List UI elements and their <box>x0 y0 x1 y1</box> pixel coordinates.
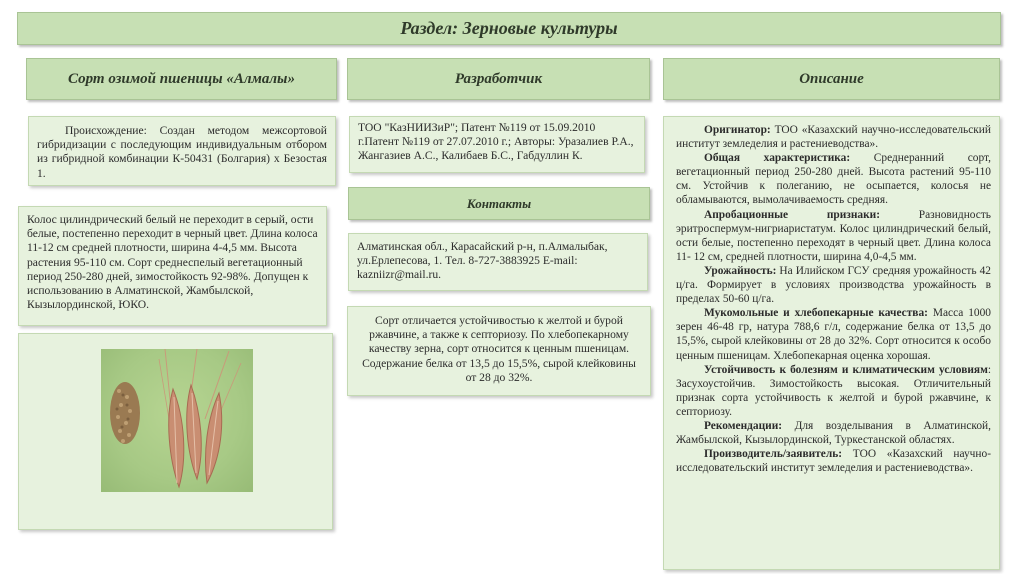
contacts-header-label: Контакты <box>466 195 532 211</box>
ear-text: Колос цилиндрический белый не переходит в серый, ости белые, постепенно переходит в черный цвет. Длина колоса 11-12 см средней плотности, ширина 4-4,5 мм. Высота растения 95-110 см. Сорт среднеспелый вегетационный период 250-280 дней, зимостойкость 92-98%. Допущен к использованию в Алматинской, Жамбылской, Кызылординской, ЮКО. <box>27 213 318 312</box>
contacts-text: Алматинская обл., Карасайский р-н, п.Алмалыбак, ул.Ерлепесова, 1. Тел. 8-727-3883925 E-mail: kazniizr@mail.ru. <box>357 240 608 282</box>
developer-box <box>349 116 645 173</box>
developer-header-label: Разработчик <box>454 70 543 87</box>
variety-header-label: Сорт озимой пшеницы «Алмалы» <box>68 70 295 87</box>
ear-box <box>18 206 327 326</box>
description-recommendations: Рекомендации: Для возделывания в Алматинской, Жамбылской, Кызылординской, Туркестанской областях. <box>676 419 991 447</box>
description-producer: Производитель/заявитель: ТОО «Казахский научно-исследовательский институт земледелия и растениеводства». <box>676 448 991 475</box>
description-header <box>663 58 1000 100</box>
description-yield: Урожайность: На Илийском ГСУ средняя урожайность 42 ц/га. Формирует в условиях производства урожайность в пределах 50-60 ц/га. <box>676 264 991 306</box>
description-approbation: Апробационные признаки: Разновидность эритроспермум-нигриаристатум. Колос цилиндрический белый, ости белые, постепенно переходят в черный цвет. Длина колоса 11- 12 см, средней плотности, ширина 4,0-4,5 мм. <box>676 208 991 263</box>
wheat-photo <box>101 349 253 492</box>
description-general: Общая характеристика: Среднеранний сорт, вегетационный период 250-280 дней. Высота растений 95-110 см. Устойчив к полеганию, не осыпается, колосья не обламываются, вымолачиваемость средняя. <box>676 152 991 207</box>
origin-text: Происхождение: Создан методом межсортовой гибридизации с последующим индивидуальным отбором из гибридной комбинации К-50431 (Болгария) х Безостая 1. <box>37 124 327 180</box>
resistance-text: Сорт отличается устойчивостью к желтой и бурой ржавчине, а также к септориозу. По хлебопекарному качеству зерна, сорт относится к ценным пшеницам. Содержание белка от 13,5 до 15,5%, сырой клейковины от 28 до 32%. <box>362 314 636 384</box>
description-resistance: Устойчивость к болезням и климатическим условиям: Засухоустойчив. Зимостойкость высокая. Отличительный признак сорта устойчивость к желтой и бурой ржавчине, к септориозу. <box>676 363 991 418</box>
section-title-bar <box>17 12 1001 45</box>
contacts-box <box>348 233 648 291</box>
grain-pile <box>110 382 140 444</box>
ear-3 <box>206 393 222 483</box>
description-box <box>663 116 1000 570</box>
developer-header <box>347 58 650 100</box>
contacts-header <box>348 187 650 220</box>
wheat-illustration <box>101 349 253 492</box>
ear-1 <box>169 389 184 487</box>
origin-box <box>28 116 336 186</box>
developer-text: ТОО "КазНИИЗиР"; Патент №119 от 15.09.2010 г.Патент №119 от 27.07.2010 г.; Авторы: Уразалиев Р.А., Жангазиев А.С., Калибаев Б.С., Габдуллин К. <box>358 121 634 163</box>
resistance-box <box>347 306 651 396</box>
description-originator: Оригинатор: ТОО «Казахский научно-исследовательский институт земледелия и растениеводства». <box>676 124 991 151</box>
ear-2 <box>187 385 202 479</box>
description-header-label: Описание <box>799 70 864 87</box>
description-quality: Мукомольные и хлебопекарные качества: Масса 1000 зерен 46-48 гр, натура 788,6 г/л, содержание белка от 13,5 до 15,5%, сырой клейковины от 28 до 32%. Сорт относится к особо ценным пшеницам. Хлебопекарная оценка хорошая. <box>676 307 991 362</box>
section-title: Раздел: Зерновые культуры <box>400 18 618 38</box>
variety-header <box>26 58 337 100</box>
